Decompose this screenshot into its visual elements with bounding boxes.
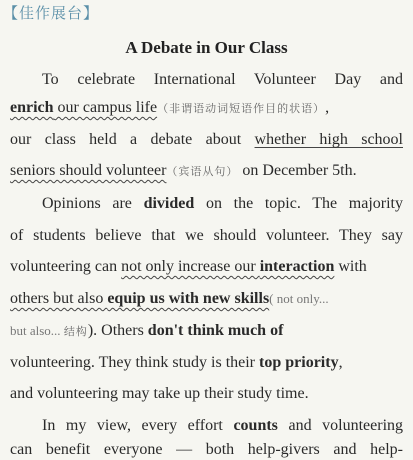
p3-line-1: In my view, every effort counts and volunteering: [42, 417, 404, 434]
p1-line-1: To celebrate International Volunteer Day and: [42, 71, 403, 88]
grammar-note: （非谓语动词短语作目的状语）: [157, 102, 326, 115]
p1-line-2: enrich our campus life（非谓语动词短语作目的状语）,: [10, 99, 330, 116]
p2-line-7: and volunteering may take up their study time.: [10, 385, 309, 402]
p3-line-2: can benefit everyone — both help-givers and help-: [10, 441, 403, 458]
grammar-note: （宾语从句）: [166, 165, 239, 178]
wavy-underline-phrase: enrich our campus life: [10, 99, 158, 116]
p2-line-3: volunteering can not only increase our interaction with: [10, 258, 367, 275]
p1-line-4: seniors should volunteer（宾语从句） on December 5th.: [10, 162, 357, 179]
p2-line-1: Opinions are divided on the topic. The majority: [42, 195, 404, 212]
p1-line-3: our class held a debate about whether high school: [10, 131, 403, 148]
p2-line-6: volunteering. They think study is their top priority,: [10, 354, 343, 371]
p2-line-2: of students believe that we should volunteer. They say: [10, 227, 403, 244]
section-tag: 【佳作展台】: [3, 4, 100, 22]
p2-line-4: others but also equip us with new skills( not only...: [10, 290, 329, 307]
essay-title: A Debate in Our Class: [125, 38, 288, 57]
p2-line-5: but also... 结构). Others don't think much of: [10, 322, 284, 339]
grammar-note: ( not only...: [269, 291, 329, 306]
